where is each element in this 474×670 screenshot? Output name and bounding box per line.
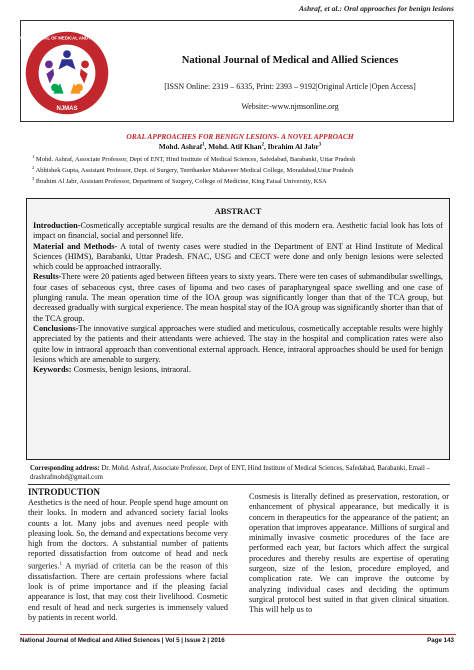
corresponding-label: Corresponding address: [30, 465, 100, 472]
abstract-text: A total of twenty cases were studied in the Department of ENT at Hind Institute of Medical Sciences (HIMS), Barabanki, Uttar Pradesh. FNAC, USG and CECT were done and only benign lesions were selected which could be approached intraorally. [33, 241, 443, 272]
body-column-left [28, 498, 228, 623]
body-text: A myriad of criteria can be the reason of this dissatisfaction. There are certain professions where facial look is of prime importance and if the pleasing facial appearance is lost, that may cost their livelihood. Cosmetic end result of head and neck surgeries is immensely valued by patients in recent world. [28, 561, 228, 622]
article-title: ORAL APPROACHES FOR BENIGN LESIONS- A NOVEL APPROACH [126, 132, 354, 141]
author-name: , Mohd. Atif Khan [204, 142, 262, 151]
journal-title: National Journal of Medical and Allied Sciences [181, 55, 399, 66]
abstract-box [26, 198, 450, 460]
abstract-keywords [33, 365, 443, 375]
footer-page-number: Page 143 [427, 637, 454, 644]
author-name: Mohd. Ashraf [158, 142, 203, 151]
abstract-conclusions [33, 324, 443, 365]
author-ref: 2 [261, 142, 265, 148]
abstract-heading: ABSTRACT [214, 206, 262, 216]
running-head: Ashraf, et al.: Oral approaches for benign lesions [298, 4, 454, 13]
abstract-label: Material and Methods- [33, 241, 118, 251]
abstract-text: There were 20 patients aged between fifteen years to sixty years. There were ten cases of submandibular swellings, four cases of sebaceous cyst, three cases of lipoma and two cases of parapharyngeal space swelling and one case of plunging ranula. The mean operation time of the IOA group was significantly longer than that of the TCA group, but decreased gradually with surgical experience. The mean hospital stay of the IOA group was significantly shorter than that of the TCA group. [33, 272, 444, 323]
body-column-right: Cosmesis is literally defined as preservation, restoration, or enhancement of physical appearance, but medically it is concern in therapeutics for the appearance of the patient; an operation that improves appearance. Millions of surgical and minimally invasive cosmetic procedures of the face are performed each year, but factors which affect the surgical procedures and thereby results are expertise of operating surgeon, size of the lesion, procedure employed, and complication rate. We can improve the outcome by analyzing individual cases and deciding the optimum surgical protocol best suited in that given clinical situation. This will help us to [249, 492, 449, 615]
abstract-text: Cosmesis, benign lesions, intraoral. [71, 365, 191, 375]
footer-journal-info: National Journal of Medical and Allied Sciences | Vol 5 | Issue 2 | 2016 [20, 637, 225, 644]
abstract-results [33, 272, 443, 323]
affiliation-1 [32, 153, 452, 164]
abstract-label: Introduction- [33, 221, 81, 230]
abstract-label: Conclusions- [33, 323, 79, 333]
affiliation-num: 3 [32, 176, 35, 181]
logo-text-top: NATIONAL JOURNAL OF MEDICAL AND ALLIED SCIENCES [6, 35, 128, 41]
footer-divider [20, 634, 456, 635]
journal-website[interactable]: Website:-www.njmsonline.org [241, 102, 339, 111]
affiliation-text: Abhishek Gupta, Assistant Professor, Dept. of Surgery, Teerthanker Mahaveer Medical College, Moradabad,Uttar Pradesh [34, 167, 354, 175]
body-text: Aesthetics is the need of hour. People spend huge amount on their looks. In modern and advanced society facial looks counts a lot. Many jobs and avenues need people with pleasing look. So, the demand and expectations become very high from the doctors. A substantial number of patients reported dissatisfaction from outcome of head and neck surgeries. [28, 498, 228, 571]
author-ref: 3 [318, 142, 322, 148]
author-list [40, 142, 440, 151]
abstract-introduction [33, 221, 443, 242]
issn-line: [ISSN Online: 2319 – 6335, Print: 2393 – 9192|Original Article |Open Access] [164, 82, 416, 91]
corresponding-address [30, 464, 450, 482]
logo-text-bottom: NJMAS [56, 105, 78, 112]
affiliation-text: Ibrahim Al Jabr, Assistant Professor, Department of Surgery, College of Medicine, King Faisal University, KSA [34, 178, 327, 186]
abstract-label: Keywords: [33, 365, 72, 375]
abstract-methods [33, 242, 443, 273]
section-divider [28, 484, 450, 485]
journal-logo [6, 30, 128, 116]
author-name: , Ibrahim Al Jabr [264, 142, 319, 151]
author-ref: 1 [202, 142, 205, 148]
corresponding-text: Dr. Mohd. Ashraf, Associate Professor, Dept of ENT, Hind Institute of Medical Sciences, Safedabad, Barabanki, Email – drashrafmohd@gmail.com [30, 465, 430, 481]
introduction-heading: INTRODUCTION [28, 487, 101, 497]
affiliation-3 [32, 175, 452, 186]
affiliation-num: 1 [32, 154, 35, 159]
affiliation-num: 2 [32, 165, 35, 170]
citation-ref: 1 [59, 561, 62, 567]
abstract-text: The innovative surgical approaches were studied and meticulous, cosmetically acceptable results were highly appreciated by the patients and their attendants were achieved. The stay in the hospital and complication rates were also quite low in intraoral approach than conventional external approach. Hence, intraoral approaches should be used for benign lesions which are amenable to surgery. [33, 323, 443, 364]
abstract-label: Results- [33, 272, 62, 282]
affiliation-text: Mohd. Ashraf, Associate Professor, Dept of ENT, Hind Institute of Medical Sciences, Safedabad, Barabanki, Uttar Pradesh [34, 156, 356, 164]
abstract-text: Cosmetically acceptable surgical results are the demand of this modern era. Aesthetic facial look has lots of impact on financial, social and personnel life. [33, 221, 443, 241]
affiliation-2 [32, 164, 452, 175]
